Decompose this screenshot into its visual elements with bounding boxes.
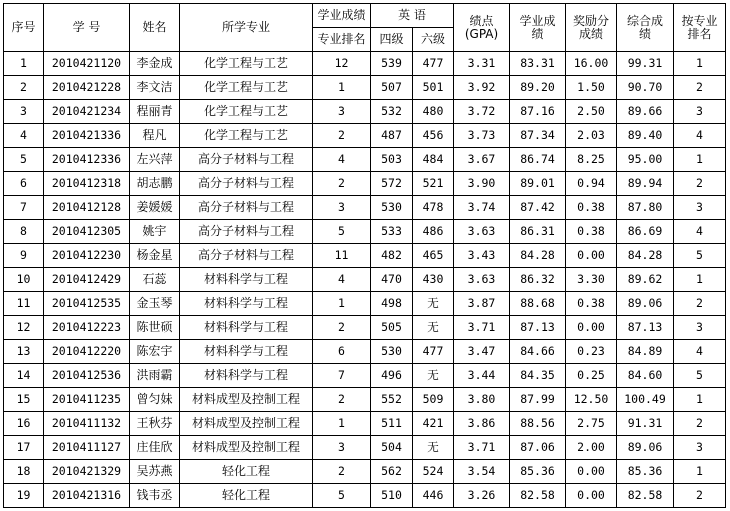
cell-gpa: 3.71 [454,436,510,460]
cell-seq: 9 [4,244,44,268]
cell-cet4: 470 [371,268,413,292]
cell-bonus: 2.50 [566,100,617,124]
cell-seq: 3 [4,100,44,124]
cell-total: 84.60 [617,364,674,388]
cell-cet4: 552 [371,388,413,412]
cell-cet6: 无 [413,436,454,460]
cell-gpa: 3.54 [454,460,510,484]
cell-bonus: 3.30 [566,268,617,292]
cell-gpa: 3.92 [454,76,510,100]
cell-total: 91.31 [617,412,674,436]
header-bonus [566,4,617,52]
cell-major-rank: 4 [674,340,726,364]
cell-total: 89.40 [617,124,674,148]
cell-academic-rank: 5 [313,220,371,244]
cell-total: 82.58 [617,484,674,508]
cell-gpa: 3.47 [454,340,510,364]
cell-name: 程凡 [130,124,180,148]
cell-seq: 6 [4,172,44,196]
cell-student-id: 2010412536 [44,364,130,388]
cell-student-id: 2010412128 [44,196,130,220]
cell-academic-rank: 1 [313,76,371,100]
cell-seq: 18 [4,460,44,484]
cell-cet6: 524 [413,460,454,484]
cell-bonus: 0.00 [566,316,617,340]
header-cet6: 六级 [413,28,454,52]
cell-cet6: 521 [413,172,454,196]
table-row [4,412,726,436]
cell-academic-score: 89.20 [510,76,566,100]
cell-bonus: 16.00 [566,52,617,76]
cell-major: 高分子材料与工程 [180,148,313,172]
header-gpa [454,4,510,52]
cell-major: 高分子材料与工程 [180,172,313,196]
cell-student-id: 2010421316 [44,484,130,508]
header-academic-rank-bottom: 专业排名 [313,28,371,52]
table-row [4,460,726,484]
cell-total: 89.62 [617,268,674,292]
cell-major: 材料成型及控制工程 [180,388,313,412]
cell-bonus: 0.23 [566,340,617,364]
cell-academic-score: 89.01 [510,172,566,196]
cell-bonus: 0.38 [566,292,617,316]
cell-major: 材料科学与工程 [180,292,313,316]
cell-major: 材料科学与工程 [180,364,313,388]
cell-academic-rank: 2 [313,124,371,148]
cell-major: 材料成型及控制工程 [180,436,313,460]
cell-cet4: 511 [371,412,413,436]
cell-academic-rank: 4 [313,148,371,172]
cell-cet4: 572 [371,172,413,196]
cell-major: 化学工程与工艺 [180,52,313,76]
cell-seq: 12 [4,316,44,340]
cell-cet6: 456 [413,124,454,148]
cell-student-id: 2010421120 [44,52,130,76]
cell-seq: 13 [4,340,44,364]
cell-total: 89.06 [617,436,674,460]
cell-academic-score: 87.16 [510,100,566,124]
cell-major: 材料科学与工程 [180,268,313,292]
cell-cet6: 477 [413,52,454,76]
cell-name: 姜媛媛 [130,196,180,220]
cell-total: 89.06 [617,292,674,316]
cell-major: 轻化工程 [180,460,313,484]
cell-cet4: 507 [371,76,413,100]
cell-major: 化学工程与工艺 [180,100,313,124]
cell-name: 左兴萍 [130,148,180,172]
cell-student-id: 2010411132 [44,412,130,436]
header-english: 英 语 [371,4,454,28]
cell-seq: 2 [4,76,44,100]
cell-major-rank: 3 [674,436,726,460]
cell-major: 材料科学与工程 [180,316,313,340]
cell-academic-score: 88.68 [510,292,566,316]
header-gpa-top: 绩点 [469,13,494,28]
table-body [4,52,726,508]
cell-academic-score: 87.06 [510,436,566,460]
cell-seq: 5 [4,148,44,172]
cell-bonus: 0.94 [566,172,617,196]
header-cet4: 四级 [371,28,413,52]
cell-major-rank: 5 [674,364,726,388]
cell-academic-rank: 4 [313,268,371,292]
cell-major: 高分子材料与工程 [180,196,313,220]
cell-academic-score: 86.31 [510,220,566,244]
table-row [4,196,726,220]
table-row [4,292,726,316]
cell-seq: 14 [4,364,44,388]
cell-cet6: 509 [413,388,454,412]
cell-name: 王秋芬 [130,412,180,436]
cell-total: 89.66 [617,100,674,124]
cell-academic-score: 86.32 [510,268,566,292]
cell-total: 85.36 [617,460,674,484]
table-row [4,316,726,340]
cell-bonus: 0.25 [566,364,617,388]
cell-gpa: 3.67 [454,148,510,172]
cell-name: 程丽青 [130,100,180,124]
cell-name: 陈宏宇 [130,340,180,364]
cell-student-id: 2010412223 [44,316,130,340]
cell-student-id: 2010421329 [44,460,130,484]
header-major-rank [674,4,726,52]
cell-academic-score: 87.42 [510,196,566,220]
header-gpa-bottom: (GPA) [464,26,499,41]
cell-cet4: 496 [371,364,413,388]
cell-name: 石蕊 [130,268,180,292]
cell-gpa: 3.87 [454,292,510,316]
cell-cet4: 510 [371,484,413,508]
header-major: 所学专业 [180,4,313,52]
cell-academic-score: 83.31 [510,52,566,76]
cell-seq: 1 [4,52,44,76]
cell-academic-rank: 2 [313,388,371,412]
cell-cet4: 530 [371,196,413,220]
cell-major-rank: 3 [674,196,726,220]
cell-major-rank: 1 [674,460,726,484]
cell-total: 86.69 [617,220,674,244]
cell-cet4: 503 [371,148,413,172]
cell-student-id: 2010412429 [44,268,130,292]
cell-student-id: 2010412318 [44,172,130,196]
cell-academic-rank: 11 [313,244,371,268]
cell-cet6: 478 [413,196,454,220]
cell-student-id: 2010421234 [44,100,130,124]
cell-major: 轻化工程 [180,484,313,508]
header-major-rank-bottom: 排名 [687,26,712,41]
cell-name: 李文洁 [130,76,180,100]
scholarship-ranking-table [3,3,726,508]
table-row [4,268,726,292]
cell-academic-rank: 1 [313,412,371,436]
cell-gpa: 3.72 [454,100,510,124]
table-row [4,100,726,124]
cell-major: 材料科学与工程 [180,340,313,364]
cell-seq: 4 [4,124,44,148]
cell-bonus: 12.50 [566,388,617,412]
cell-academic-score: 88.56 [510,412,566,436]
cell-cet4: 498 [371,292,413,316]
cell-academic-score: 87.13 [510,316,566,340]
cell-academic-rank: 7 [313,364,371,388]
cell-total: 89.94 [617,172,674,196]
cell-student-id: 2010411127 [44,436,130,460]
cell-major-rank: 3 [674,316,726,340]
header-name: 姓名 [130,4,180,52]
cell-cet4: 530 [371,340,413,364]
cell-seq: 10 [4,268,44,292]
cell-major-rank: 2 [674,76,726,100]
cell-name: 胡志鹏 [130,172,180,196]
table-row [4,220,726,244]
cell-gpa: 3.73 [454,124,510,148]
cell-seq: 15 [4,388,44,412]
cell-student-id: 2010412220 [44,340,130,364]
cell-major-rank: 2 [674,484,726,508]
cell-gpa: 3.71 [454,316,510,340]
cell-major-rank: 1 [674,148,726,172]
cell-gpa: 3.74 [454,196,510,220]
table-row [4,436,726,460]
cell-gpa: 3.26 [454,484,510,508]
cell-major-rank: 4 [674,124,726,148]
cell-cet6: 480 [413,100,454,124]
table-row [4,340,726,364]
cell-academic-rank: 3 [313,100,371,124]
cell-seq: 11 [4,292,44,316]
header-academic-rank-top: 学业成绩 [313,4,371,28]
cell-major-rank: 5 [674,244,726,268]
cell-academic-score: 84.66 [510,340,566,364]
cell-cet4: 562 [371,460,413,484]
cell-academic-rank: 2 [313,460,371,484]
cell-academic-score: 84.28 [510,244,566,268]
cell-major: 化学工程与工艺 [180,124,313,148]
cell-academic-score: 86.74 [510,148,566,172]
cell-major: 高分子材料与工程 [180,220,313,244]
cell-cet6: 465 [413,244,454,268]
cell-student-id: 2010412230 [44,244,130,268]
cell-bonus: 2.03 [566,124,617,148]
cell-total: 95.00 [617,148,674,172]
cell-major-rank: 4 [674,220,726,244]
table-row [4,76,726,100]
cell-major-rank: 2 [674,412,726,436]
cell-bonus: 2.00 [566,436,617,460]
header-academic-score-bottom: 绩 [531,26,544,41]
cell-cet6: 无 [413,364,454,388]
cell-academic-score: 87.99 [510,388,566,412]
header-total-top: 综合成 [627,13,664,28]
cell-gpa: 3.80 [454,388,510,412]
cell-cet4: 487 [371,124,413,148]
cell-academic-rank: 5 [313,484,371,508]
cell-gpa: 3.31 [454,52,510,76]
cell-gpa: 3.63 [454,220,510,244]
cell-bonus: 0.00 [566,244,617,268]
header-academic-score-top: 学业成 [519,13,556,28]
cell-cet6: 无 [413,316,454,340]
cell-major-rank: 1 [674,268,726,292]
cell-cet6: 501 [413,76,454,100]
table-row [4,52,726,76]
table-row [4,148,726,172]
cell-cet4: 533 [371,220,413,244]
header-bonus-bottom: 成绩 [579,26,604,41]
cell-bonus: 0.00 [566,460,617,484]
header-bonus-top: 奖励分 [573,13,610,28]
header-seq: 序号 [4,4,44,52]
cell-academic-score: 87.34 [510,124,566,148]
header-total [617,4,674,52]
cell-bonus: 0.38 [566,196,617,220]
cell-cet4: 539 [371,52,413,76]
cell-gpa: 3.86 [454,412,510,436]
cell-bonus: 2.75 [566,412,617,436]
table-row [4,124,726,148]
cell-cet6: 421 [413,412,454,436]
cell-student-id: 2010421228 [44,76,130,100]
cell-name: 陈世硕 [130,316,180,340]
cell-name: 曾匀妹 [130,388,180,412]
cell-academic-rank: 1 [313,292,371,316]
cell-major-rank: 1 [674,388,726,412]
cell-academic-rank: 2 [313,316,371,340]
cell-total: 99.31 [617,52,674,76]
cell-cet6: 446 [413,484,454,508]
cell-name: 洪雨霸 [130,364,180,388]
cell-academic-score: 84.35 [510,364,566,388]
header-student-id: 学 号 [44,4,130,52]
cell-student-id: 2010411235 [44,388,130,412]
cell-cet6: 无 [413,292,454,316]
cell-major-rank: 1 [674,52,726,76]
cell-name: 钱韦丞 [130,484,180,508]
cell-academic-score: 82.58 [510,484,566,508]
cell-seq: 17 [4,436,44,460]
cell-name: 庄佳欣 [130,436,180,460]
cell-academic-rank: 2 [313,172,371,196]
cell-name: 李金成 [130,52,180,76]
cell-major: 材料成型及控制工程 [180,412,313,436]
cell-major: 化学工程与工艺 [180,76,313,100]
cell-total: 84.28 [617,244,674,268]
cell-gpa: 3.90 [454,172,510,196]
table-row [4,388,726,412]
cell-major-rank: 3 [674,100,726,124]
cell-total: 90.70 [617,76,674,100]
cell-cet4: 504 [371,436,413,460]
header-academic-score [510,4,566,52]
header-major-rank-top: 按专业 [681,13,718,28]
cell-seq: 19 [4,484,44,508]
cell-major: 高分子材料与工程 [180,244,313,268]
cell-academic-rank: 3 [313,196,371,220]
cell-total: 100.49 [617,388,674,412]
cell-name: 姚宇 [130,220,180,244]
header-total-bottom: 绩 [639,26,652,41]
cell-seq: 7 [4,196,44,220]
cell-total: 87.13 [617,316,674,340]
table-row [4,244,726,268]
cell-cet6: 477 [413,340,454,364]
cell-total: 87.80 [617,196,674,220]
cell-total: 84.89 [617,340,674,364]
cell-bonus: 0.00 [566,484,617,508]
cell-cet6: 430 [413,268,454,292]
cell-cet4: 532 [371,100,413,124]
cell-cet4: 482 [371,244,413,268]
cell-academic-rank: 12 [313,52,371,76]
table-header [4,4,726,52]
cell-academic-rank: 6 [313,340,371,364]
cell-name: 杨金星 [130,244,180,268]
cell-bonus: 8.25 [566,148,617,172]
table-row [4,364,726,388]
cell-name: 金玉琴 [130,292,180,316]
cell-academic-score: 85.36 [510,460,566,484]
cell-major-rank: 2 [674,292,726,316]
cell-seq: 8 [4,220,44,244]
cell-gpa: 3.44 [454,364,510,388]
cell-student-id: 2010412336 [44,148,130,172]
cell-student-id: 2010412305 [44,220,130,244]
cell-name: 吴苏燕 [130,460,180,484]
cell-gpa: 3.43 [454,244,510,268]
cell-seq: 16 [4,412,44,436]
cell-student-id: 2010412535 [44,292,130,316]
cell-academic-rank: 3 [313,436,371,460]
cell-student-id: 2010421336 [44,124,130,148]
cell-major-rank: 2 [674,172,726,196]
cell-cet6: 486 [413,220,454,244]
cell-cet4: 505 [371,316,413,340]
cell-cet6: 484 [413,148,454,172]
cell-bonus: 1.50 [566,76,617,100]
table-row [4,484,726,508]
table-row [4,172,726,196]
cell-gpa: 3.63 [454,268,510,292]
cell-bonus: 0.38 [566,220,617,244]
